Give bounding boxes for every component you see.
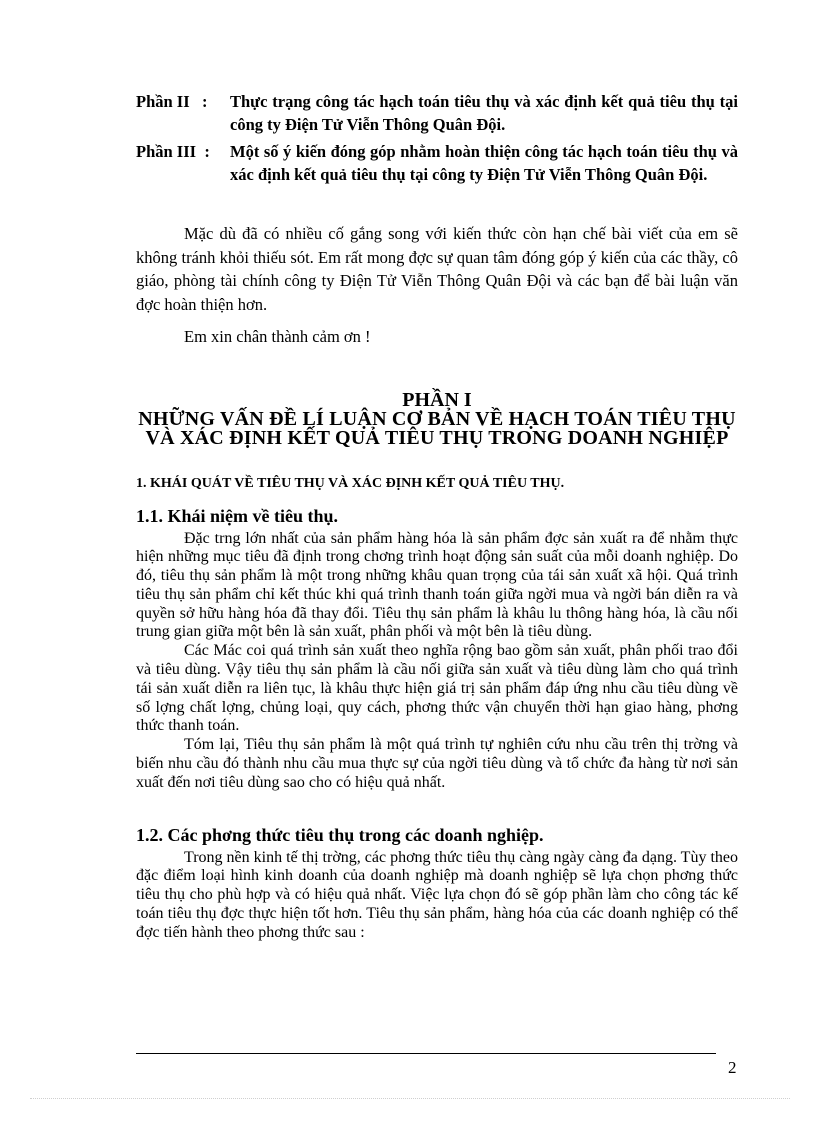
part-iii-row <box>136 140 738 186</box>
footer-divider <box>136 1053 716 1054</box>
subsection-1-1-paragraph: Tóm lại, Tiêu thụ sản phẩm là một quá trình tự nghiên cứu nhu cầu trên thị trờng và biến nhu cầu đó thành nhu cầu mua thực sự của ngời tiêu dùng và tổ chức đa hàng từ nơi sản xuất đến nơi tiêu dùng sao cho có hiệu quả nhất. <box>136 736 738 791</box>
part-ii-row <box>136 90 738 136</box>
part-i-label: PHẦN I <box>402 388 472 411</box>
subsection-1-2-paragraph: Trong nền kinh tế thị trờng, các phơng thức tiêu thụ càng ngày càng đa dạng. Tùy theo đặc điểm loại hình kinh doanh của doanh nghiệp mà doanh nghiệp sẽ lựa chọn phơng thức tiêu thụ cho phù hợp và có hiệu quả nhất. Việc lựa chọn đó sẽ góp phần làm cho công tác kế toán tiêu thụ đợc thực hiện tốt hơn. Tiêu thụ sản phẩm, hàng hóa của các doanh nghiệp có thể đợc tiến hành theo phơng thức sau : <box>136 848 738 941</box>
part-i-title: NHỮNG VẤN ĐỀ LÍ LUẬN CƠ BẢN VỀ HẠCH TOÁN TIÊU THỤ VÀ XÁC ĐỊNH KẾT QUẢ TIÊU THỤ TRONG DOANH NGHIỆP <box>138 407 736 449</box>
intro-paragraph: Mặc dù đã có nhiều cố gắng song với kiến thức còn hạn chế bài viết của em sẽ không tránh khỏi thiếu sót. Em rất mong đợc sự quan tâm đóng góp ý kiến của các thầy, cô giáo, phòng tài chính công ty Điện Tử Viễn Thông Quân Đội và các bạn để bài luận văn đợc hoàn thiện hơn. <box>136 224 738 314</box>
thanks-line: Em xin chân thành cảm ơn ! <box>184 327 371 346</box>
part-i-heading <box>136 388 738 449</box>
subsection-1-1-paragraph: Đặc trng lớn nhất của sản phẩm hàng hóa là sản phẩm đợc sản xuất ra để nhằm thực hiện những mục tiêu đã định trong chơng trình hoạt động sản suất của mỗi doanh nghiệp. Do đó, tiêu thụ sản phẩm là một trong những khâu quan trọng của tái sản xuất xã hội. Quá trình tiêu thụ sản phẩm chỉ kết thúc khi quá trình thanh toán giữa ngời mua và ngời bán diễn ra và quyền sở hữu hàng hóa đã thay đổi. Tiêu thụ sản phẩm là khâu lu thông hàng hóa, là cầu nối trung gian giữa một bên là sản xuất, phân phối và một bên là tiêu dùng. <box>136 529 738 641</box>
page-bottom-border <box>30 1098 790 1099</box>
section-1-heading: 1. KHÁI QUÁT VỀ TIÊU THỤ VÀ XÁC ĐỊNH KẾT QUẢ TIÊU THỤ. <box>136 475 565 491</box>
part-ii-label: Phần II : <box>136 92 208 111</box>
subsection-1-1-title: 1.1. Khái niệm về tiêu thụ. <box>136 505 339 526</box>
subsection-1-2-title: 1.2. Các phơng thức tiêu thụ trong các doanh nghiệp. <box>136 824 544 845</box>
subsection-1-1-paragraph: Các Mác coi quá trình sản xuất theo nghĩa rộng bao gồm sản xuất, phân phối trao đổi và tiêu dùng. Vậy tiêu thụ sản phẩm là cầu nối giữa sản xuất và tiêu dùng làm cho quá trình tái sản xuất diễn ra liên tục, là khâu thực hiện giá trị sản phẩm đáp ứng nhu cầu tiêu dùng về số lợng chất lợng, chủng loại, quy cách, phơng thức vận chuyển thời hạn giao hàng, phơng thức thanh toán. <box>136 642 738 735</box>
page-number: 2 <box>728 1058 737 1077</box>
part-iii-label: Phần III : <box>136 142 210 161</box>
page-content <box>136 90 738 943</box>
part-ii-text: Thực trạng công tác hạch toán tiêu thụ và xác định kết quả tiêu thụ tại công ty Điện Tử Viễn Thông Quân Đội. <box>230 92 738 134</box>
part-iii-text: Một số ý kiến đóng góp nhằm hoàn thiện công tác hạch toán tiêu thụ và xác định kết quả tiêu thụ tại công ty Điện Tử Viễn Thông Quân Đội. <box>230 142 738 184</box>
